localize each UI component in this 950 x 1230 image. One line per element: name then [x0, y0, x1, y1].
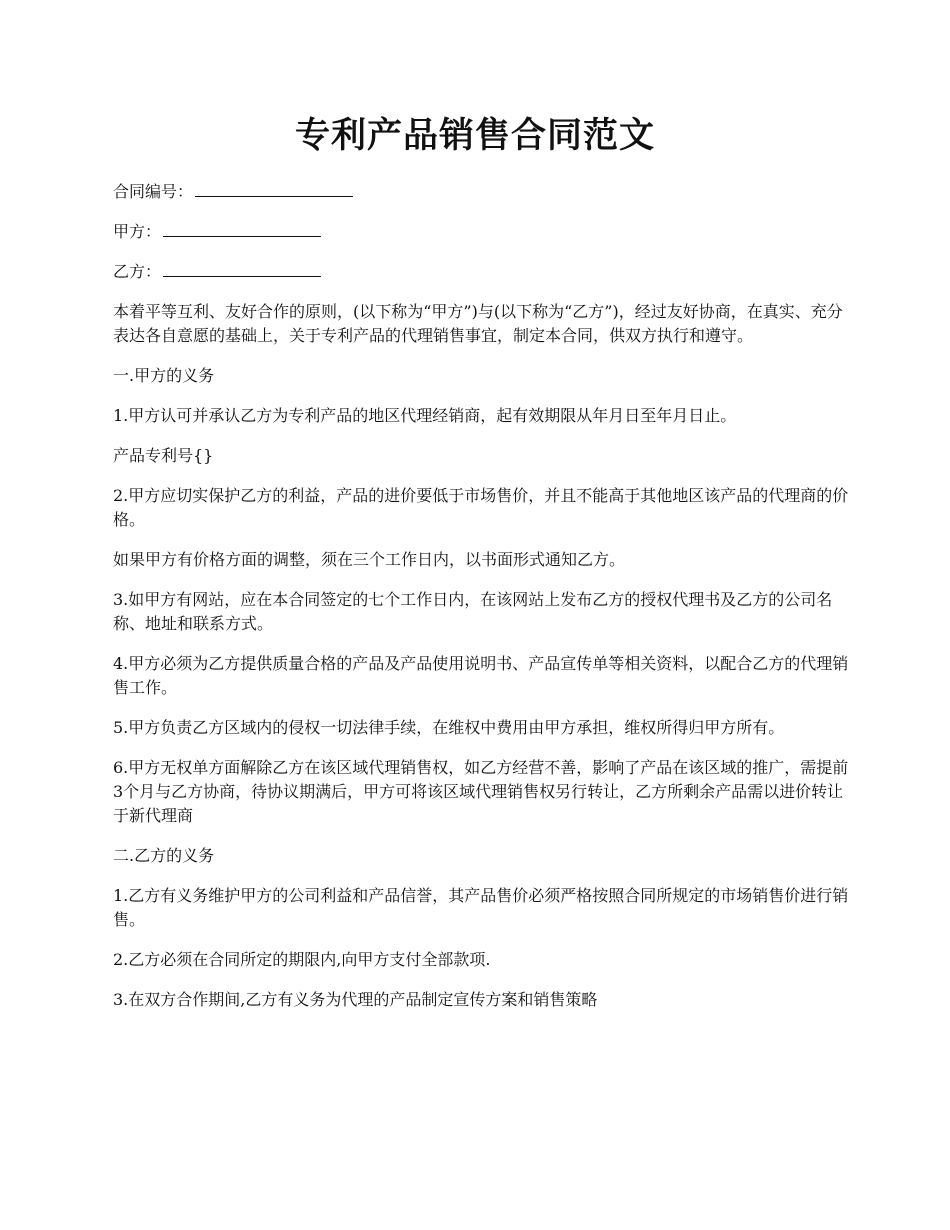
party-a-field — [113, 220, 853, 244]
party-a-blank — [163, 220, 321, 237]
patent-number-line: 产品专利号{} — [113, 446, 214, 465]
intro-paragraph: 本着平等互利、友好合作的原则，(以下称为“甲方”)与(以下称为“乙方”)，经过友好协商，在真实、充分表达各自意愿的基础上，关于专利产品的代理销售事宜，制定本合同，供双方执行和遵守。 — [113, 302, 843, 345]
party-b-field — [113, 260, 853, 284]
contract-number-blank — [195, 180, 353, 197]
section-1-clause-5: 5.甲方负责乙方区域内的侵权一切法律手续，在维权中费用由甲方承担，维权所得归甲方所有。 — [113, 718, 785, 737]
section-1-clause-1: 1.甲方认可并承认乙方为专利产品的地区代理经销商，起有效期限从年月日至年月日止。 — [113, 406, 737, 425]
section-1-clause-2: 2.甲方应切实保护乙方的利益，产品的进价要低于市场售价，并且不能高于其他地区该产品的代理商的价格。 — [113, 486, 849, 529]
document-title: 专利产品销售合同范文 — [294, 115, 655, 156]
contract-number-field — [113, 180, 853, 204]
party-b-blank — [163, 260, 321, 277]
section-2-heading: 二.乙方的义务 — [113, 846, 215, 865]
section-1-clause-4: 4.甲方必须为乙方提供质量合格的产品及产品使用说明书、产品宣传单等相关资料，以配合乙方的代理销售工作。 — [113, 654, 849, 697]
section-1-clause-6: 6.甲方无权单方面解除乙方在该区域代理销售权，如乙方经营不善，影响了产品在该区域的推广，需提前3个月与乙方协商，待协议期满后，甲方可将该区域代理销售权另行转让，乙方所剩余产品需以进价转让于新代理商 — [113, 758, 849, 825]
section-2-clause-1: 1.乙方有义务维护甲方的公司利益和产品信誉，其产品售价必须严格按照合同所规定的市场销售价进行销售。 — [113, 886, 849, 929]
document-body — [113, 180, 853, 1028]
party-a-label: 甲方： — [113, 222, 162, 241]
section-2-clause-3: 3.在双方合作期间,乙方有义务为代理的产品制定宣传方案和销售策略 — [113, 990, 598, 1009]
contract-number-label: 合同编号： — [113, 182, 194, 201]
section-1-clause-3: 3.如甲方有网站，应在本合同签定的七个工作日内，在该网站上发布乙方的授权代理书及乙方的公司名称、地址和联系方式。 — [113, 590, 833, 633]
section-2-clause-2: 2.乙方必须在合同所定的期限内,向甲方支付全部款项. — [113, 950, 491, 969]
party-b-label: 乙方： — [113, 262, 162, 281]
section-1-heading: 一.甲方的义务 — [113, 366, 215, 385]
section-1-clause-2-note: 如果甲方有价格方面的调整，须在三个工作日内，以书面形式通知乙方。 — [113, 550, 626, 569]
